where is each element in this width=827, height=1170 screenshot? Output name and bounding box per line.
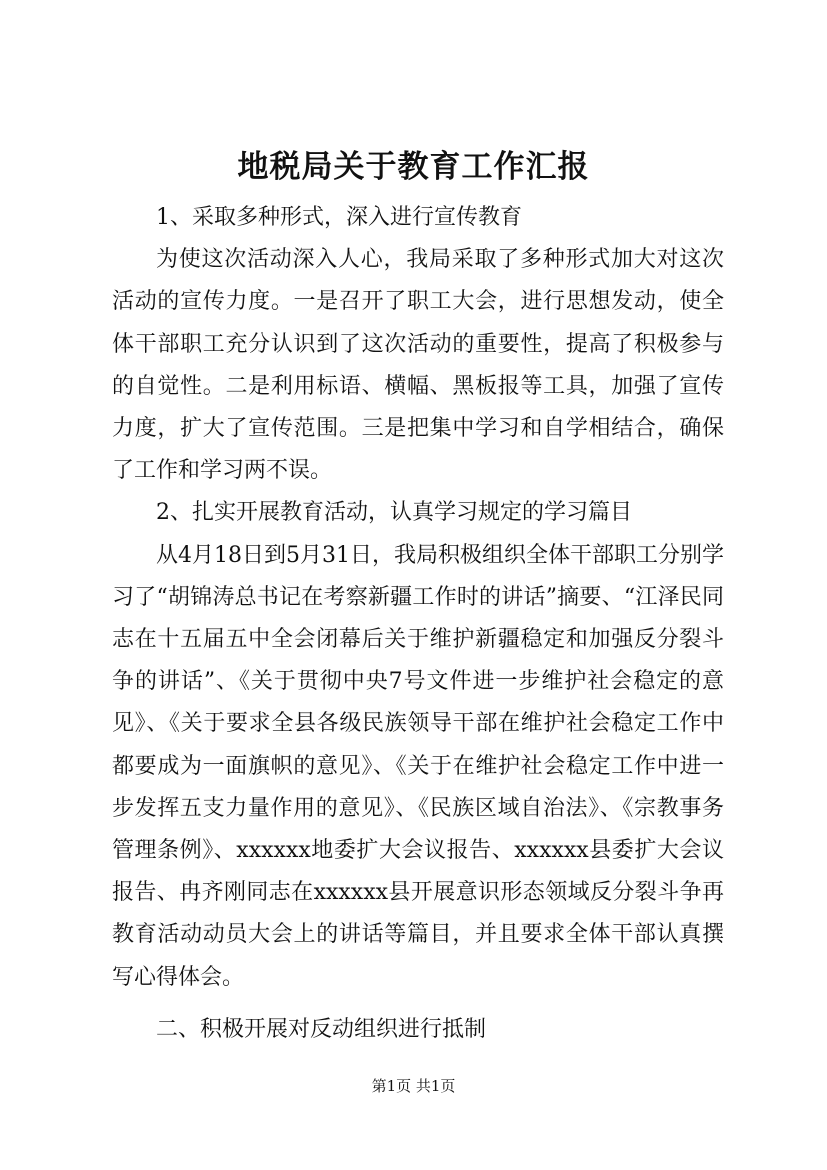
section-heading-3: 二、积极开展对反动组织进行抵制 (156, 1016, 487, 1042)
document-title: 地税局关于教育工作汇报 (237, 149, 590, 185)
page-footer: 第1页 共1页 (371, 1077, 456, 1095)
paragraph-2: 从4月18日到5月31日，我局积极组织全体干部职工分别学习了“胡锦涛总书记在考察新疆工作时的讲话”摘要、“江泽民同志在十五届五中全会闭幕后关于维护新疆稳定和加强反分裂斗争的讲话”、《关于贯彻中央7号文件进一步维护社会稳定的意见》、《关于要求全县各级民族领导干部在维护社会稳定工作中都要成为一面旗帜的意见》、《关于在维护社会稳定工作中进一步发挥五支力量作用的意见》、《民族区域自治法》、《宗教事务管理条例》、xxxxxx地委扩大会议报告、xxxxxx县委扩大会议报告、冉齐刚同志在xxxxxx县开展意识形态领域反分裂斗争再教育活动动员大会上的讲话等篇目，并且要求全体干部认真撰写心得体会。 (112, 542, 724, 990)
section-heading-1: 1、采取多种形式，深入进行宣传教育 (156, 205, 522, 230)
paragraph-1: 为使这次活动深入人心，我局采取了多种形式加大对这次活动的宣传力度。一是召开了职工大会，进行思想发动，使全体干部职工充分认识到了这次活动的重要性，提高了积极参与的自觉性。二是利用标语、横幅、黑板报等工具，加强了宣传力度，扩大了宣传范围。三是把集中学习和自学相结合，确保了工作和学习两不误。 (112, 247, 724, 484)
document-body (112, 197, 724, 1051)
section-heading-2: 2、扎实开展教育活动，认真学习规定的学习篇目 (156, 500, 632, 526)
paragraph-gap (112, 999, 724, 1009)
